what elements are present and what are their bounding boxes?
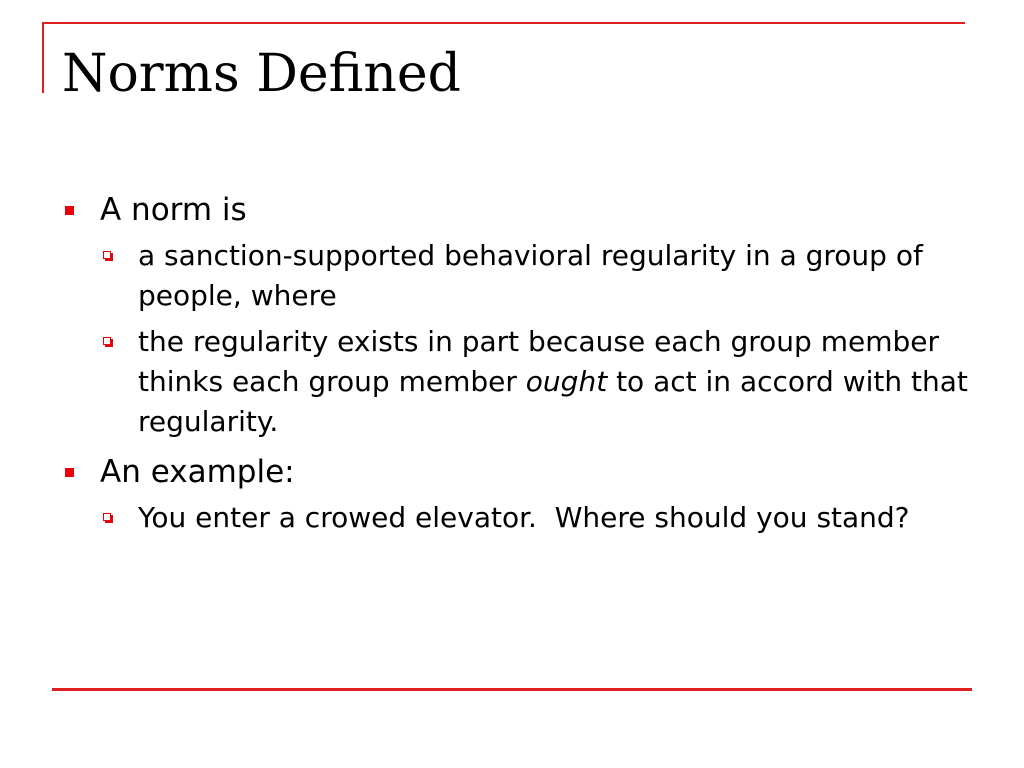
emphasized-word: ought [525,365,608,398]
sub-bullet-text: a sanction-supported behavioral regularity in a group of people, where [138,239,923,312]
sub-bullet-text-end: to act in accord with that regularity. [138,365,968,438]
top-divider-line [42,22,965,24]
sub-bullet-text: You enter a crowed elevator. Where should you stand? [138,501,910,534]
square-bullet-icon [65,468,74,477]
sub-bullet-item [62,498,972,538]
sub-bullet-item [62,236,972,316]
bottom-divider-line [52,688,972,691]
sub-bullet-text-start: the regularity exists in part because each group member thinks each group member [138,325,940,398]
left-accent-line [42,22,44,93]
square-bullet-icon [65,206,74,215]
sub-bullet-item [62,322,972,442]
bullet-text: An example: [100,454,295,490]
hollow-square-bullet-icon [103,251,111,259]
bullet-item [62,448,972,496]
bullet-text: A norm is [100,192,247,228]
hollow-square-bullet-icon [103,337,111,345]
bullet-item [62,186,972,234]
hollow-square-bullet-icon [103,513,111,521]
slide-body [62,186,972,544]
slide-title: Norms Defined [62,44,461,104]
